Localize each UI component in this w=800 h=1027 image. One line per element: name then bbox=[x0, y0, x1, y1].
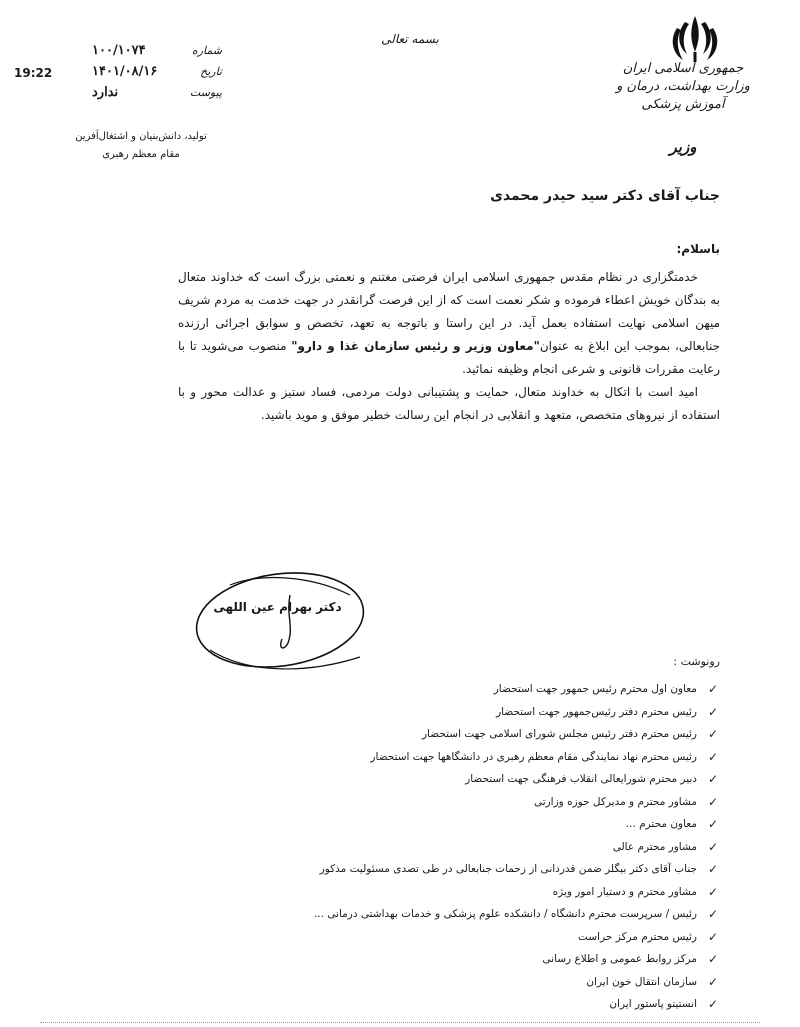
cc-recipient: مشاور محترم و مدیرکل حوزه وزارتی bbox=[533, 795, 697, 808]
check-icon: ✓ bbox=[707, 772, 719, 787]
paragraph-1-text: خدمتگزاری در نظام مقدس جمهوری اسلامی ایران فرصتی مغتنم و نعمتی بزرگ است که خداوند متعال به بندگان خویش اعطاء فرموده و شکر نعمت است که از این فرصت گرانقدر در جهت خدمت به مردم شریف میهن اسلامی نهایت استفاده بعمل آید. در این راستا و باتوجه به تعهد، تخصص و سوابق اجرائی ارزنده جنابعالی، بموجب این ابلاغ به عنوان bbox=[178, 270, 720, 353]
date-row bbox=[92, 61, 222, 82]
list-item bbox=[250, 678, 720, 701]
number-label: شماره bbox=[191, 44, 222, 57]
check-icon: ✓ bbox=[707, 952, 719, 967]
check-icon: ✓ bbox=[707, 817, 719, 832]
list-item bbox=[250, 746, 720, 769]
cc-list bbox=[250, 678, 720, 1016]
cc-recipient: رئیس محترم مرکز حراست bbox=[578, 930, 697, 943]
footer-divider bbox=[40, 1022, 760, 1023]
list-item bbox=[250, 948, 720, 971]
list-item bbox=[250, 881, 720, 904]
cc-recipient: مرکز روابط عمومی و اطلاع رسانی bbox=[542, 953, 697, 966]
check-icon: ✓ bbox=[707, 974, 719, 989]
cc-recipient: جناب آقای دکتر بیگلر ضمن قدردانی از زحمات جنابعالی در طی تصدی مسئولیت مذکور bbox=[319, 863, 697, 876]
check-icon: ✓ bbox=[707, 749, 719, 764]
list-item bbox=[250, 858, 720, 881]
list-item bbox=[250, 903, 720, 926]
letter-body bbox=[178, 266, 720, 427]
list-item bbox=[250, 993, 720, 1016]
list-item bbox=[250, 971, 720, 994]
sender-title: وزیر bbox=[669, 138, 697, 156]
check-icon: ✓ bbox=[707, 682, 719, 697]
cc-recipient: رئیس محترم دفتر رئیس‌جمهور جهت استحضار bbox=[496, 705, 697, 718]
cc-recipient: مشاور محترم عالی bbox=[612, 840, 697, 853]
list-item bbox=[250, 813, 720, 836]
year-slogan bbox=[66, 128, 216, 164]
check-icon: ✓ bbox=[707, 907, 719, 922]
signatory-name: دکتر بهرام عین اللهی bbox=[213, 600, 342, 614]
date-label: تاریخ bbox=[200, 65, 222, 78]
addressee: جناب آقای دکتر سید حیدر محمدی bbox=[490, 188, 720, 204]
bismillah: بسمه تعالی bbox=[381, 32, 439, 46]
check-icon: ✓ bbox=[707, 929, 719, 944]
list-item bbox=[250, 791, 720, 814]
check-icon: ✓ bbox=[707, 862, 719, 877]
slogan-text: تولید، دانش‌بنیان و اشتغال‌آفرین bbox=[75, 131, 207, 142]
cc-title: رونوشت : bbox=[673, 655, 720, 668]
appointment-title: "معاون وزیر و رئیس سازمان غذا و دارو" bbox=[291, 339, 540, 353]
country-name: جمهوری اسلامی ایران bbox=[622, 61, 744, 76]
list-item bbox=[250, 723, 720, 746]
attachment-label: پیوست bbox=[189, 86, 222, 99]
check-icon: ✓ bbox=[707, 704, 719, 719]
cc-recipient: دبیر محترم شورایعالی انقلاب فرهنگی جهت استحضار bbox=[465, 773, 697, 786]
list-item bbox=[250, 926, 720, 949]
cc-recipient: رئیس محترم نهاد نمایندگی مقام معظم رهبری در دانشگاهها جهت استحضار bbox=[370, 750, 697, 763]
list-item bbox=[250, 836, 720, 859]
number-row bbox=[92, 40, 222, 61]
paragraph-1-end: منصوب می‌شوید تا با رعایت مقررات قانونی و شرعی انجام وظیفه نمائید. bbox=[178, 339, 720, 376]
cc-recipient: مشاور محترم و دستیار امور ویژه bbox=[552, 885, 697, 898]
list-item bbox=[250, 768, 720, 791]
time-stamp: 19:22 bbox=[14, 66, 53, 80]
cc-recipient: سازمان انتقال خون ایران bbox=[586, 975, 697, 988]
check-icon: ✓ bbox=[707, 839, 719, 854]
ministry-header bbox=[608, 60, 758, 156]
attachment-row bbox=[92, 82, 222, 103]
check-icon: ✓ bbox=[707, 727, 719, 742]
list-item bbox=[250, 701, 720, 724]
paragraph-1 bbox=[178, 266, 720, 381]
greeting: باسلام: bbox=[676, 242, 720, 256]
date-value: ۱۴۰۱/۰۸/۱۶ bbox=[92, 64, 158, 79]
letter-meta bbox=[92, 40, 222, 103]
number-value: ۱۰۰/۱۰۷۴ bbox=[92, 43, 146, 58]
cc-recipient: معاون محترم ... bbox=[625, 818, 697, 831]
check-icon: ✓ bbox=[707, 997, 719, 1012]
check-icon: ✓ bbox=[707, 794, 719, 809]
check-icon: ✓ bbox=[707, 884, 719, 899]
paragraph-2: امید است با اتکال به خداوند متعال، حمایت و پشتیبانی دولت مردمی، فساد ستیز و عدالت محور و با استفاده از نیروهای متخصص، متعهد و انقلابی در انجام این رسالت خطیر موفق و موید باشید. bbox=[178, 385, 720, 422]
cc-recipient: انستیتو پاستور ایران bbox=[609, 998, 697, 1011]
cc-recipient: رئیس / سرپرست محترم دانشگاه / دانشکده علوم پزشکی و خدمات بهداشتی درمانی ... bbox=[313, 908, 697, 921]
ministry-name: وزارت بهداشت، درمان و آموزش پزشکی bbox=[616, 79, 750, 112]
cc-recipient: رئیس محترم دفتر رئیس مجلس شورای اسلامی جهت استحضار bbox=[421, 728, 697, 741]
attachment-value: ندارد bbox=[92, 85, 119, 100]
signature-scribble bbox=[190, 565, 370, 680]
slogan-source: مقام معظم رهبری bbox=[102, 149, 180, 160]
cc-recipient: معاون اول محترم رئیس جمهور جهت استحضار bbox=[493, 683, 697, 696]
